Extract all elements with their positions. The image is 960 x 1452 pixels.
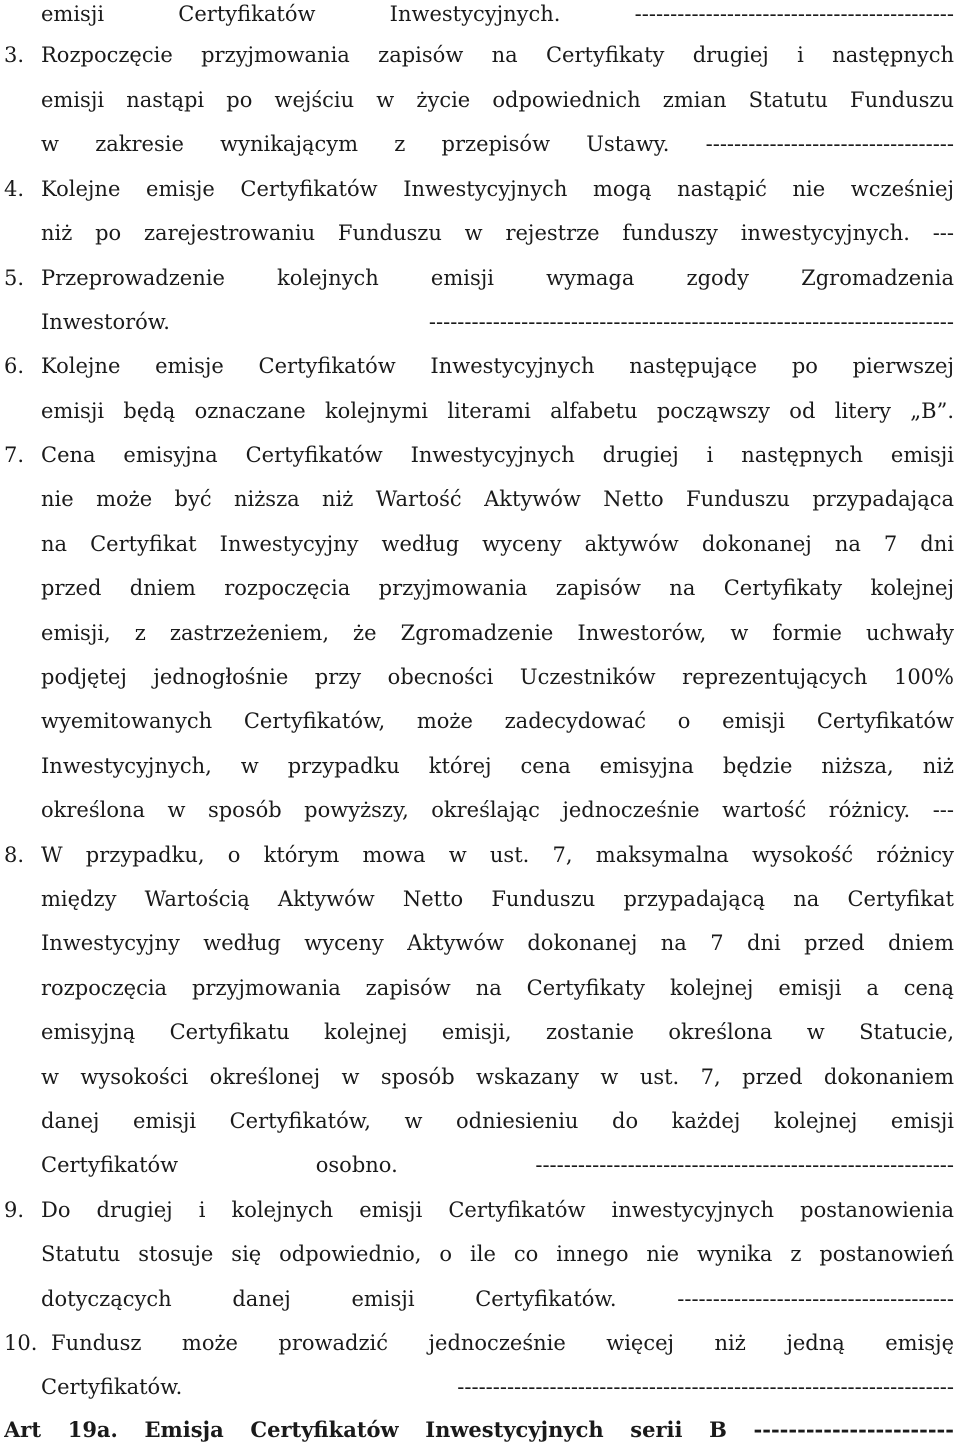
line-text: między Wartością Aktywów Netto Funduszu przypadającą na Certyfikat [41, 887, 954, 911]
text-line [0, 921, 960, 965]
line-text: emisji nastąpi po wejściu w życie odpowiednich zmian Statutu Funduszu [41, 88, 954, 112]
text-line [0, 122, 960, 166]
list-item-10 [0, 1321, 960, 1365]
line-text: rozpoczęcia przyjmowania zapisów na Certyfikaty kolejnej emisji a ceną [41, 976, 954, 1000]
line-text: Rozpoczęcie przyjmowania zapisów na Certyfikaty drugiej i następnych [41, 43, 954, 67]
line-text: Statutu stosuje się odpowiednio, o ile co innego nie wynika z postanowień [41, 1242, 954, 1266]
text-line [0, 566, 960, 610]
list-item-4 [0, 167, 960, 211]
line-text: na Certyfikat Inwestycyjny według wyceny aktywów dokonanej na 7 dni [41, 532, 954, 556]
line-text: Do drugiej i kolejnych emisji Certyfikatów inwestycyjnych postanowienia [41, 1198, 954, 1222]
list-item-5 [0, 256, 960, 300]
list-item-9 [0, 1188, 960, 1232]
text-line [0, 211, 960, 255]
line-text: Kolejne emisje Certyfikatów Inwestycyjnych następujące po pierwszej [41, 354, 954, 378]
line-text: Certyfikatów osobno. ----------------------------------------------------------- [41, 1153, 954, 1177]
line-text: emisji, z zastrzeżeniem, że Zgromadzenie Inwestorów, w formie uchwały [41, 621, 954, 645]
line-text: W przypadku, o którym mowa w ust. 7, maksymalna wysokość różnicy [41, 843, 954, 867]
line-text: niż po zarejestrowaniu Funduszu w rejestrze funduszy inwestycyjnych. --- [41, 221, 954, 245]
list-item-8 [0, 833, 960, 877]
list-number: 8. [4, 843, 25, 867]
text-line [0, 1232, 960, 1276]
line-text: nie może być niższa niż Wartość Aktywów Netto Funduszu przypadająca [41, 487, 954, 511]
text-line [0, 1010, 960, 1054]
text-line [0, 788, 960, 832]
list-number: 3. [4, 43, 25, 67]
line-text: emisji będą oznaczane kolejnymi literami alfabetu począwszy od litery „B”. [41, 399, 954, 423]
line-text: Inwestycyjnych, w przypadku której cena emisyjna będzie niższa, niż [41, 754, 954, 778]
text-line [0, 655, 960, 699]
line-text: przed dniem rozpoczęcia przyjmowania zapisów na Certyfikaty kolejnej [41, 576, 954, 600]
list-number: 10. [4, 1331, 38, 1355]
line-text: emisyjną Certyfikatu kolejnej emisji, zostanie określona w Statucie, [41, 1020, 954, 1044]
line-text: Kolejne emisje Certyfikatów Inwestycyjnych mogą nastąpić nie wcześniej [41, 177, 954, 201]
line-text: określona w sposób powyższy, określając jednocześnie wartość różnicy. --- [41, 798, 954, 822]
list-number: 9. [4, 1198, 25, 1222]
text-line [0, 522, 960, 566]
list-number: 6. [4, 354, 25, 378]
line-text: Inwestorów. -------------------------------------------------------------------------- [41, 310, 954, 334]
text-line [0, 611, 960, 655]
text-line [0, 1055, 960, 1099]
text-line [0, 877, 960, 921]
text-line [0, 0, 960, 36]
line-text: Inwestycyjny według wyceny Aktywów dokonanej na 7 dni przed dniem [41, 931, 954, 955]
line-text: Fundusz może prowadzić jednocześnie więcej niż jedną emisję [51, 1331, 954, 1355]
text-line [0, 1099, 960, 1143]
text-line [0, 966, 960, 1010]
text-line [0, 699, 960, 743]
text-line [0, 1277, 960, 1321]
line-text: w wysokości określonej w sposób wskazany w ust. 7, przed dokonaniem [41, 1065, 954, 1089]
text-line [0, 1143, 960, 1187]
line-text: dotyczących danej emisji Certyfikatów. --------------------------------------- [41, 1287, 954, 1311]
line-text: podjętej jednogłośnie przy obecności Uczestników reprezentujących 100% [41, 665, 954, 689]
line-text: Certyfikatów. ---------------------------------------------------------------------- [41, 1375, 954, 1399]
line-text: emisji Certyfikatów Inwestycyjnych. --------------------------------------------- [41, 2, 954, 26]
list-number: 4. [4, 177, 25, 201]
list-number: 7. [4, 443, 25, 467]
line-text: Przeprowadzenie kolejnych emisji wymaga zgody Zgromadzenia [41, 266, 954, 290]
article-heading: Art 19a. Emisja Certyfikatów Inwestycyjnych serii B ----------------------- [4, 1417, 954, 1442]
list-item-3 [0, 33, 960, 77]
text-line [0, 1365, 960, 1409]
line-text: wyemitowanych Certyfikatów, może zadecydować o emisji Certyfikatów [41, 709, 954, 733]
line-text: Cena emisyjna Certyfikatów Inwestycyjnych drugiej i następnych emisji [41, 443, 954, 467]
line-text: danej emisji Certyfikatów, w odniesieniu do każdej kolejnej emisji [41, 1109, 954, 1133]
text-line [0, 300, 960, 344]
text-line [0, 78, 960, 122]
line-text: w zakresie wynikającym z przepisów Ustawy. ----------------------------------- [41, 132, 954, 156]
list-item-7 [0, 433, 960, 477]
text-line [0, 477, 960, 521]
list-item-6 [0, 344, 960, 388]
list-number: 5. [4, 266, 25, 290]
text-line [0, 389, 960, 433]
text-line [0, 744, 960, 788]
